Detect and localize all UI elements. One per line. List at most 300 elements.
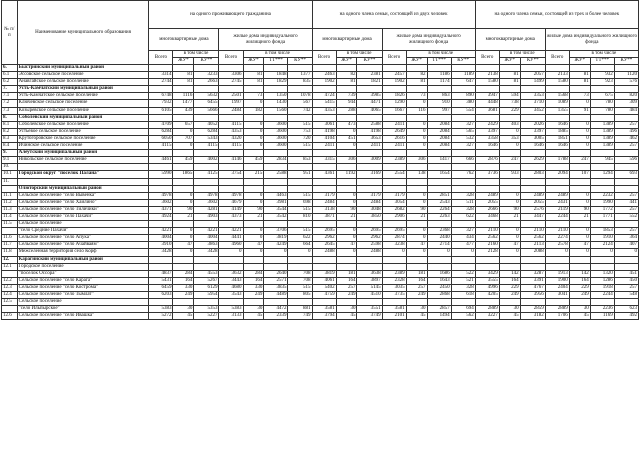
value-cell (288, 178, 312, 185)
value-cell: 1169 (590, 313, 614, 320)
row-number: 7.1 (2, 93, 18, 100)
value-cell: 932 (590, 72, 614, 79)
value-cell (336, 185, 357, 192)
value-cell: 0 (243, 100, 264, 107)
value-cell: 4767 (520, 284, 545, 291)
value-cell (545, 164, 569, 171)
value-cell: 81 (173, 79, 194, 86)
value-cell: 0 (569, 249, 590, 256)
value-cell: 2274 (545, 235, 569, 242)
value-cell (520, 299, 545, 306)
value-cell (149, 86, 173, 93)
value-cell: 4759 (312, 292, 336, 299)
tariff-table (1, 0, 639, 320)
value-cell: 2554 (382, 171, 406, 178)
value-cell: 0 (219, 249, 243, 256)
value-cell (590, 263, 614, 270)
value-cell (357, 150, 382, 157)
value-cell: 6748 (149, 93, 173, 100)
value-cell: 2629 (520, 157, 545, 164)
value-cell: 142 (499, 270, 520, 277)
value-cell: 2489 (520, 192, 545, 199)
value-cell: 0 (499, 235, 520, 242)
value-cell: 1826 (382, 93, 406, 100)
value-cell: 441 (614, 199, 638, 206)
value-cell: 2640 (264, 270, 288, 277)
value-cell: 0 (243, 199, 264, 206)
value-cell: 2874 (382, 235, 406, 242)
value-cell: 2889 (545, 306, 569, 313)
value-cell (475, 86, 499, 93)
value-cell: 1294 (590, 171, 614, 178)
value-cell: 780 (590, 100, 614, 107)
value-cell: 1389 (590, 143, 614, 150)
value-cell (149, 263, 173, 270)
row-name: Городской округ "поселок Палана" (17, 171, 149, 178)
value-cell (614, 86, 638, 93)
value-cell: 1186 (427, 72, 451, 79)
value-cell: 403 (499, 121, 520, 128)
value-cell: 107 (569, 171, 590, 178)
value-cell: 6050 (149, 135, 173, 142)
value-cell: 780 (590, 107, 614, 114)
value-cell: 81 (499, 79, 520, 86)
value-cell: 3602 (194, 199, 219, 206)
value-cell (288, 150, 312, 157)
value-cell: 330 (173, 284, 194, 291)
value-cell: 805 (288, 292, 312, 299)
value-cell (382, 114, 406, 121)
value-cell: 0 (406, 100, 427, 107)
value-cell: 951 (288, 171, 312, 178)
value-cell (520, 164, 545, 171)
value-cell: 0 (569, 121, 590, 128)
value-cell: 30 (336, 306, 357, 313)
value-cell: 0 (288, 249, 312, 256)
value-cell: 4002 (194, 157, 219, 164)
row-number (2, 306, 18, 313)
value-cell: 2084 (427, 135, 451, 142)
value-cell: 5145 (357, 284, 382, 291)
value-cell: 3233 (194, 72, 219, 79)
value-cell: 2588 (264, 171, 288, 178)
value-cell (312, 221, 336, 228)
value-cell: 3428 (149, 249, 173, 256)
value-cell (382, 263, 406, 270)
table-row (2, 284, 639, 291)
value-cell (427, 178, 451, 185)
value-cell (590, 86, 614, 93)
value-cell: 1865 (173, 171, 194, 178)
row-number: 11.7 (2, 242, 18, 249)
value-cell: 2851 (427, 192, 451, 199)
value-cell: 0 (243, 128, 264, 135)
value-cell (614, 178, 638, 185)
value-cell: 596 (614, 157, 638, 164)
table-group-row (2, 150, 639, 157)
value-cell: 47 (406, 242, 427, 249)
value-cell: 1350 (264, 93, 288, 100)
value-cell: 82 (336, 72, 357, 79)
value-cell (569, 114, 590, 121)
value-cell: 0 (406, 235, 427, 242)
value-cell: 4441 (219, 235, 243, 242)
table-row (2, 100, 639, 107)
value-cell: 0 (406, 249, 427, 256)
value-cell: 2110 (520, 228, 545, 235)
value-cell (173, 299, 194, 306)
value-cell: 45 (243, 313, 264, 320)
value-cell: 30 (569, 306, 590, 313)
value-cell: 164 (336, 277, 357, 284)
value-cell: 0 (406, 192, 427, 199)
value-cell (427, 86, 451, 93)
value-cell: 1821 (357, 79, 382, 86)
value-cell: 2232 (590, 192, 614, 199)
value-cell: 0 (451, 249, 475, 256)
value-cell: 1667 (382, 107, 406, 114)
value-cell: 330 (243, 284, 264, 291)
header-group-three: на одного члена семьи, состоящей из трех и более человек (475, 1, 638, 29)
value-cell: 2411 (382, 121, 406, 128)
value-cell: 4978 (194, 192, 219, 199)
value-cell (499, 263, 520, 270)
value-cell (590, 178, 614, 185)
value-cell (590, 164, 614, 171)
value-cell: 4679 (219, 199, 243, 206)
value-cell: 3315 (312, 157, 336, 164)
header-group-single: на одного проживающего гражданина (149, 1, 312, 29)
table-group-row (2, 86, 639, 93)
value-cell: 249 (336, 292, 357, 299)
row-name: Соболевский муниципальный район (17, 114, 149, 121)
value-cell: 2411 (357, 143, 382, 150)
table-row (2, 157, 639, 164)
value-cell: 2649 (382, 128, 406, 135)
value-cell: 2411 (382, 143, 406, 150)
value-cell (475, 164, 499, 171)
value-cell: 0 (336, 128, 357, 135)
value-cell: 3735 (382, 292, 406, 299)
table-row (2, 143, 639, 150)
value-cell: 3544 (264, 206, 288, 213)
value-cell: 1494 (427, 313, 451, 320)
value-cell: 4281 (194, 206, 219, 213)
value-cell (288, 299, 312, 306)
value-cell: 492 (614, 313, 638, 320)
value-cell: 3358 (475, 135, 499, 142)
row-number: 11.5 (2, 221, 18, 228)
row-number: 12.1 (2, 263, 18, 270)
value-cell (427, 150, 451, 157)
value-cell: 0 (614, 249, 638, 256)
value-cell: 2084 (427, 128, 451, 135)
header-izhs-1: жилые дома индивидуального жилищного фонда (219, 29, 312, 51)
value-cell: 249 (569, 292, 590, 299)
value-cell: 1580 (475, 79, 499, 86)
value-cell (545, 150, 569, 157)
table-row (2, 121, 639, 128)
table-row (2, 228, 639, 235)
value-cell: 3287 (520, 270, 545, 277)
value-cell (173, 256, 194, 263)
header-mkd-2: многоквартирные дома (312, 29, 382, 51)
row-number: 7. (2, 86, 18, 93)
header-zhu: ЖУ* (336, 58, 357, 65)
value-cell: 4924 (149, 213, 173, 220)
value-cell (569, 164, 590, 171)
header-zhu: ЖУ* (499, 58, 520, 65)
value-cell: 4052 (194, 121, 219, 128)
value-cell (475, 65, 499, 72)
value-cell (173, 65, 194, 72)
value-cell: 164 (173, 277, 194, 284)
value-cell: 2695 (312, 228, 336, 235)
value-cell: 2160 (475, 242, 499, 249)
value-cell (288, 65, 312, 72)
value-cell (569, 299, 590, 306)
value-cell: 2714 (427, 242, 451, 249)
value-cell: 4461 (149, 157, 173, 164)
value-cell: 30 (406, 306, 427, 313)
value-cell: 1192 (336, 171, 357, 178)
value-cell (194, 263, 219, 270)
value-cell: 2484 (219, 107, 243, 114)
value-cell (406, 178, 427, 185)
header-name: Наименование муниципального образования (17, 1, 149, 65)
table-row (2, 192, 639, 199)
value-cell: 4903 (194, 213, 219, 220)
value-cell (194, 65, 219, 72)
value-cell (614, 256, 638, 263)
header-group-two: на одного члена семьи, состоящей из двух человек (312, 1, 475, 29)
value-cell: 47 (243, 242, 264, 249)
value-cell: 2110 (475, 228, 499, 235)
value-cell: 2962 (312, 235, 336, 242)
row-number: 8. (2, 114, 18, 121)
value-cell: 451 (336, 135, 357, 142)
value-cell (499, 65, 520, 72)
value-cell: 5402 (312, 284, 336, 291)
value-cell: 0 (243, 121, 264, 128)
row-number: 8.2 (2, 128, 18, 135)
value-cell (219, 299, 243, 306)
value-cell (219, 221, 243, 228)
row-name: Алеутский муниципальный район (17, 150, 149, 157)
value-cell (243, 65, 264, 72)
value-cell (336, 299, 357, 306)
value-cell: 164 (569, 277, 590, 284)
value-cell: 2368 (427, 228, 451, 235)
value-cell (149, 114, 173, 121)
value-cell: 657 (173, 121, 194, 128)
value-cell: 5415 (312, 100, 336, 107)
value-cell: 3581 (382, 306, 406, 313)
value-cell: 90 (243, 206, 264, 213)
value-cell (545, 86, 569, 93)
header-total: Всего (382, 51, 406, 65)
value-cell: 3600 (264, 135, 288, 142)
header-incl: в том числе (406, 51, 475, 58)
value-cell: 4463 (264, 192, 288, 199)
value-cell: 1772 (590, 206, 614, 213)
value-cell: 2588 (357, 121, 382, 128)
value-cell: 0 (382, 249, 406, 256)
header-izhs-3: жилые дома индивидуального жилищного фонда (545, 29, 638, 51)
value-cell: 0 (243, 235, 264, 242)
value-cell (406, 185, 427, 192)
value-cell (264, 114, 288, 121)
value-cell: 0 (336, 249, 357, 256)
value-cell: 3041 (545, 292, 569, 299)
value-cell (569, 221, 590, 228)
value-cell (427, 256, 451, 263)
row-name: Олюторский муниципальный район (17, 185, 149, 192)
value-cell: 3169 (357, 171, 382, 178)
value-cell: 739 (336, 93, 357, 100)
value-cell: 4553 (194, 270, 219, 277)
value-cell (382, 150, 406, 157)
value-cell (336, 114, 357, 121)
value-cell (288, 86, 312, 93)
value-cell: 328 (451, 192, 475, 199)
value-cell: 380 (451, 100, 475, 107)
value-cell: 1174 (427, 79, 451, 86)
value-cell: 0 (569, 235, 590, 242)
row-number: 7.2 (2, 100, 18, 107)
row-name: Ключевское сельское поселение (17, 100, 149, 107)
value-cell (475, 299, 499, 306)
value-cell: 3306 (219, 72, 243, 79)
value-cell: 3956 (520, 292, 545, 299)
value-cell: 1848 (264, 72, 288, 79)
value-cell (219, 263, 243, 270)
value-cell: 3632 (219, 270, 243, 277)
value-cell: 81 (569, 79, 590, 86)
value-cell (569, 178, 590, 185)
header-ku: КУ** (288, 58, 312, 65)
value-cell: 2236 (590, 306, 614, 313)
value-cell (149, 150, 173, 157)
value-cell: 3706 (264, 228, 288, 235)
row-name: Эссовское сельское поселение (17, 72, 149, 79)
value-cell: 4353 (219, 128, 243, 135)
value-cell: 90 (406, 206, 427, 213)
value-cell (149, 65, 173, 72)
value-cell (545, 263, 569, 270)
value-cell (520, 150, 545, 157)
value-cell (219, 185, 243, 192)
value-cell: 3736 (475, 171, 499, 178)
value-cell: 1913 (545, 270, 569, 277)
value-cell: 4115 (194, 143, 219, 150)
value-cell: 91 (569, 107, 590, 114)
row-number: 11.4 (2, 213, 18, 220)
header-ku: КУ** (357, 58, 382, 65)
value-cell: 327 (451, 143, 475, 150)
value-cell: 2055 (520, 199, 545, 206)
value-cell (194, 164, 219, 171)
value-cell: 4004 (149, 235, 173, 242)
value-cell (427, 114, 451, 121)
value-cell: 4472 (264, 306, 288, 313)
value-cell: 45 (336, 313, 357, 320)
value-cell: 933 (499, 171, 520, 178)
row-number: 12.3 (2, 284, 18, 291)
value-cell: 3835 (264, 284, 288, 291)
value-cell (520, 65, 545, 72)
value-cell: 2745 (219, 79, 243, 86)
value-cell (520, 221, 545, 228)
value-cell: 2562 (475, 235, 499, 242)
value-cell: 6455 (194, 100, 219, 107)
value-cell: 910 (427, 100, 451, 107)
value-cell: 1580 (545, 79, 569, 86)
value-cell (149, 164, 173, 171)
value-cell: 2859 (520, 306, 545, 313)
header-incl: в том числе (336, 51, 382, 58)
value-cell: 484 (614, 107, 638, 114)
row-name: Никольское сельское поселение (17, 157, 149, 164)
value-cell: 2857 (427, 306, 451, 313)
value-cell: 2094 (545, 171, 569, 178)
table-row (2, 292, 639, 299)
row-name: Сельское поселение "село Карага" (17, 277, 149, 284)
value-cell: 6105 (149, 107, 173, 114)
value-cell (219, 114, 243, 121)
value-cell: 30 (243, 306, 264, 313)
value-cell: 3819 (312, 270, 336, 277)
header-zhu: ЖУ* (406, 58, 427, 65)
value-cell: 0 (173, 143, 194, 150)
value-cell (475, 150, 499, 157)
value-cell: 82 (406, 72, 427, 79)
value-cell: 1646 (545, 121, 569, 128)
value-cell (194, 256, 219, 263)
value-cell (406, 256, 427, 263)
value-cell: 1355 (545, 107, 569, 114)
value-cell (451, 114, 475, 121)
value-cell (382, 178, 406, 185)
value-cell: 4978 (149, 192, 173, 199)
value-cell: 2411 (312, 143, 336, 150)
value-cell: 3443 (219, 277, 243, 284)
value-cell (499, 114, 520, 121)
value-cell: 1853 (590, 228, 614, 235)
table-row (2, 299, 639, 306)
table-row (2, 93, 639, 100)
value-cell: 2488 (312, 249, 336, 256)
value-cell: 2562 (520, 235, 545, 242)
value-cell (312, 86, 336, 93)
value-cell: 3653 (357, 135, 382, 142)
value-cell (614, 221, 638, 228)
value-cell: 0 (243, 249, 264, 256)
value-cell: 181 (336, 270, 357, 277)
value-cell: 1116 (173, 93, 194, 100)
value-cell: 2543 (427, 199, 451, 206)
row-number (2, 270, 18, 277)
header-ku: КУ** (451, 58, 475, 65)
value-cell: 215 (243, 171, 264, 178)
value-cell: 4680 (219, 284, 243, 291)
value-cell: 2128 (475, 249, 499, 256)
value-cell (545, 65, 569, 72)
value-cell: 0 (499, 199, 520, 206)
value-cell (357, 65, 382, 72)
value-cell: 288 (336, 107, 357, 114)
value-cell: 1120 (614, 72, 638, 79)
